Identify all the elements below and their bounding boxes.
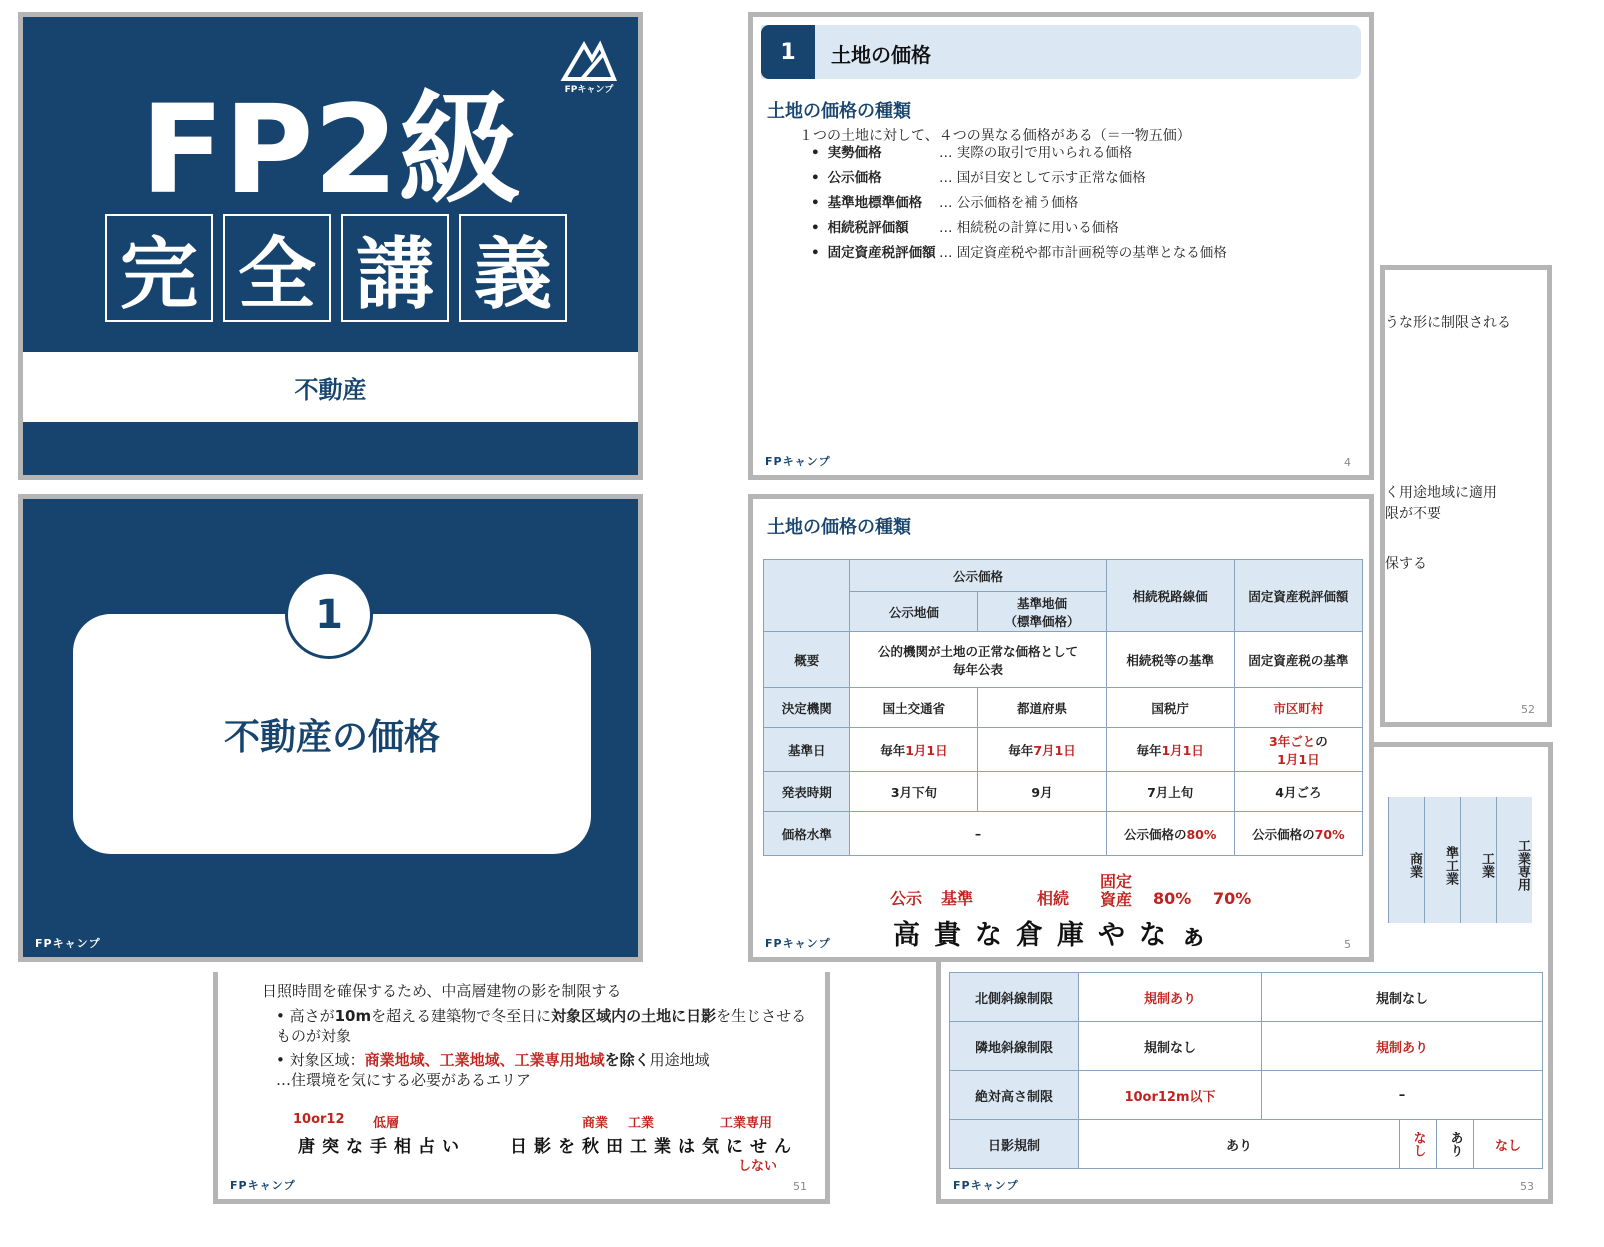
- mnemonic-label: 低層: [373, 1116, 400, 1131]
- text: （標準価格）: [1004, 613, 1080, 629]
- slide-5[interactable]: [748, 494, 1374, 962]
- slide-title[interactable]: [18, 12, 643, 480]
- list-term: • 実勢価格: [811, 141, 939, 166]
- page-number: 4: [1344, 456, 1351, 469]
- text: 商業地域、工業地域、工業専用地域: [364, 1051, 605, 1069]
- table-row: [950, 1120, 1543, 1169]
- chapter-card: 不動産の価格: [73, 614, 591, 854]
- text: の: [1315, 733, 1328, 749]
- table-cell: 固定資産税の基準: [1234, 632, 1362, 688]
- table-row: [764, 688, 1363, 728]
- text: …住環境を気にする必要があるエリア: [276, 1071, 532, 1089]
- slide-text: 保する: [1385, 556, 1427, 572]
- table-cell: 国土交通省: [850, 688, 978, 728]
- bullet-2: [276, 1050, 816, 1090]
- slide-text: く用途地域に適用: [1385, 485, 1497, 501]
- text: 1月1日: [1161, 742, 1204, 758]
- row-header: 決定機関: [764, 688, 850, 728]
- list-desc: … 実際の取引で用いられる価格: [939, 145, 1133, 161]
- text: 用途地域: [649, 1051, 710, 1069]
- mnemonic-label: 固定: [1100, 872, 1133, 891]
- chapter-number: 1: [285, 571, 373, 659]
- slide-main-title: FP2級: [140, 79, 521, 221]
- list-desc: … 固定資産税や都市計画税等の基準となる価格: [939, 245, 1227, 261]
- subtitle-band: 不動産: [23, 352, 638, 422]
- footer-logo: FPキャンプ: [230, 1179, 296, 1192]
- mnemonic-label: 公示: [890, 889, 923, 908]
- list-term: • 基準地標準価格: [811, 191, 939, 216]
- slide-header: [761, 25, 1361, 79]
- table-cell: あり: [1437, 1120, 1474, 1169]
- kanji-box: 義: [459, 214, 567, 322]
- page-number: 52: [1521, 703, 1535, 716]
- page-number: 5: [1344, 938, 1351, 951]
- row-header: 絶対高さ制限: [950, 1071, 1079, 1120]
- text: 公的機関が土地の正常な価格として: [877, 643, 1078, 659]
- table-row: [950, 1071, 1543, 1120]
- text: 公示価格の: [1252, 826, 1315, 842]
- kanji-box: 完: [105, 214, 213, 322]
- zone-columns: [1388, 797, 1532, 923]
- slide-subtitle: 土地の価格の種類: [767, 517, 911, 538]
- row-header: 価格水準: [764, 812, 850, 856]
- column-header: 工業専用: [1496, 797, 1532, 923]
- table-cell: 市区町村: [1234, 688, 1362, 728]
- footer-logo: FPキャンプ: [953, 1179, 1019, 1192]
- section-number: 1: [761, 25, 815, 79]
- slide-chapter[interactable]: [18, 494, 643, 962]
- text: を超える建築物で冬至日に: [371, 1007, 552, 1025]
- text: 70%: [1314, 826, 1345, 842]
- slide-52[interactable]: [1380, 265, 1552, 727]
- mnemonic-label: 商業: [582, 1116, 609, 1131]
- price-list: [811, 141, 1227, 266]
- column-header: 相続税路線価: [1106, 560, 1234, 632]
- table-cell: 都道府県: [978, 688, 1106, 728]
- slide-intro: １つの土地に対して、４つの異なる価格がある（＝一物五価）: [799, 128, 1191, 144]
- row-header: 基準日: [764, 728, 850, 772]
- list-desc: … 公示価格を補う価格: [939, 195, 1079, 211]
- column-header: 準工業: [1424, 797, 1460, 923]
- table-cell: [1234, 812, 1362, 856]
- list-item: [811, 241, 1227, 266]
- table-cell: [850, 728, 978, 772]
- slide-lead: 日照時間を確保するため、中高層建物の影を制限する: [262, 982, 622, 1000]
- slide-text: うな形に制限される: [1385, 315, 1511, 331]
- price-table: [763, 559, 1363, 856]
- text: 毎年公表: [952, 661, 1003, 677]
- slide-4[interactable]: [748, 12, 1374, 480]
- table-cell: 国税庁: [1106, 688, 1234, 728]
- list-item: [811, 141, 1227, 166]
- section-title: 土地の価格: [831, 43, 931, 67]
- table-row: [764, 632, 1363, 688]
- table-cell: なし: [1474, 1120, 1543, 1169]
- mnemonic-label: しない: [738, 1159, 778, 1174]
- table-cell: 4月ごろ: [1234, 772, 1362, 812]
- column-header: 公示地価: [850, 592, 978, 632]
- text: • 対象区域：: [276, 1051, 365, 1069]
- logo-text: FPキャンプ: [564, 85, 614, 95]
- mnemonic: [753, 873, 1369, 953]
- row-header: 概要: [764, 632, 850, 688]
- table-row: [764, 560, 1363, 592]
- text: 対象区域内の土地に日影: [551, 1007, 717, 1025]
- mnemonic-label: 基準: [941, 889, 974, 908]
- footer-logo: FPキャンプ: [35, 937, 101, 950]
- restriction-table: [949, 972, 1543, 1169]
- slide-51[interactable]: [213, 972, 830, 1204]
- row-header: 発表時期: [764, 772, 850, 812]
- text: 毎年: [1008, 742, 1034, 758]
- table-cell: 規制あり: [1079, 973, 1262, 1022]
- kanji-box: 講: [341, 214, 449, 322]
- text: 1月1日: [905, 742, 948, 758]
- mnemonic-label: 資産: [1100, 890, 1133, 909]
- row-header: 日影規制: [950, 1120, 1079, 1169]
- table-cell: 相続税等の基準: [1106, 632, 1234, 688]
- table-cell: [978, 728, 1106, 772]
- text: を除く: [604, 1051, 650, 1069]
- table-row: [764, 812, 1363, 856]
- page-number: 51: [793, 1180, 807, 1193]
- mnemonic-text: 高貴な倉庫やなぁ: [893, 920, 1221, 951]
- text: 80%: [1186, 826, 1217, 842]
- list-desc: … 国が目安として示す正常な価格: [939, 170, 1146, 186]
- footer-logo: FPキャンプ: [765, 937, 831, 950]
- column-header: 工業: [1460, 797, 1496, 923]
- table-cell: [1234, 728, 1362, 772]
- table-cell: 7月上旬: [1106, 772, 1234, 812]
- slide-text: 限が不要: [1385, 506, 1441, 522]
- mnemonic-label: 70%: [1213, 889, 1252, 908]
- kanji-box: 全: [223, 214, 331, 322]
- table-cell: 9月: [978, 772, 1106, 812]
- mnemonic-text: 日影を秋田工業は気にせん: [510, 1137, 798, 1157]
- mnemonic-label: 80%: [1153, 889, 1192, 908]
- list-term: • 公示価格: [811, 166, 939, 191]
- column-header: 商業: [1388, 797, 1424, 923]
- list-item: [811, 166, 1227, 191]
- list-item: [811, 216, 1227, 241]
- column-header: 固定資産税評価額: [1234, 560, 1362, 632]
- table-cell: なし: [1400, 1120, 1437, 1169]
- mnemonic-text: 唐突な手相占い: [298, 1137, 466, 1157]
- row-header: 隣地斜線制限: [950, 1022, 1079, 1071]
- list-term: • 相続税評価額: [811, 216, 939, 241]
- bullet-1: [276, 1006, 816, 1046]
- table-cell: あり: [1079, 1120, 1400, 1169]
- text: 毎年: [1136, 742, 1162, 758]
- mnemonic-label: 相続: [1037, 889, 1070, 908]
- table-cell: 3月下旬: [850, 772, 978, 812]
- text: 毎年: [880, 742, 906, 758]
- column-header: 公示価格: [850, 560, 1106, 592]
- table-cell: 規制なし: [1262, 973, 1543, 1022]
- text: 1月1日: [1277, 751, 1320, 767]
- column-header: [978, 592, 1106, 632]
- list-desc: … 相続税の計算に用いる価格: [939, 220, 1119, 236]
- text: 10m: [334, 1007, 372, 1025]
- table-corner: [764, 560, 850, 632]
- mnemonic-label: 10or12: [293, 1112, 345, 1127]
- page-number: 53: [1520, 1180, 1534, 1193]
- table-cell: –: [1262, 1071, 1543, 1120]
- text: 7月1日: [1033, 742, 1076, 758]
- table-row: [950, 1022, 1543, 1071]
- kanji-row: [105, 214, 567, 322]
- row-header: 北側斜線制限: [950, 973, 1079, 1022]
- table-cell: 規制あり: [1262, 1022, 1543, 1071]
- text: 基準地価: [1017, 595, 1068, 611]
- text: • 高さが: [276, 1007, 335, 1025]
- mnemonic-label: 工業専用: [720, 1116, 773, 1131]
- table-cell: [850, 632, 1106, 688]
- table-row: [950, 973, 1543, 1022]
- mnemonic-label: 工業: [628, 1116, 655, 1131]
- table-row: [764, 728, 1363, 772]
- table-cell: –: [850, 812, 1106, 856]
- list-item: [811, 191, 1227, 216]
- table-cell: [1106, 728, 1234, 772]
- text: 3年ごと: [1269, 733, 1316, 749]
- table-cell: [1106, 812, 1234, 856]
- table-row: [764, 772, 1363, 812]
- table-cell: 規制なし: [1079, 1022, 1262, 1071]
- table-cell: 10or12m以下: [1079, 1071, 1262, 1120]
- text: 公示価格の: [1123, 826, 1187, 842]
- footer-logo: FPキャンプ: [765, 455, 831, 468]
- slide-subtitle: 土地の価格の種類: [767, 101, 911, 122]
- list-term: • 固定資産税評価額: [811, 241, 939, 266]
- text: を生じさせるものが対象: [276, 1007, 807, 1045]
